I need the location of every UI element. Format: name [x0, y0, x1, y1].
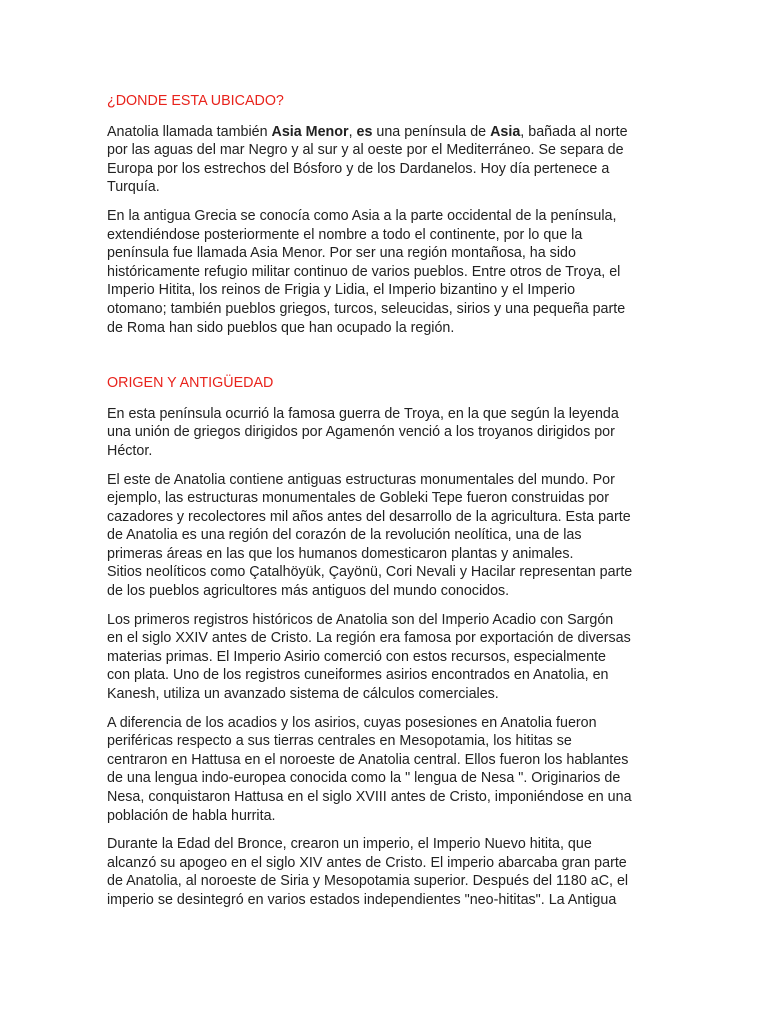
- paragraph-location-intro: [107, 123, 667, 197]
- bold-term-asia: Asia: [490, 123, 521, 140]
- paragraph-troy: En esta península ocurrió la famosa guerra de Troya, en la que según la leyenda una unión de griegos dirigidos por Agamenón venció a los troyanos dirigidos por Héctor.: [107, 405, 619, 459]
- text-run: , bañada al norte por las aguas del mar Negro y al sur y al oeste por el Mediterráneo. Se separa de Europa por los estrechos del Bósforo y de los Dardanelos. Hoy día pertenece a Turquía.: [107, 123, 628, 196]
- paragraph-bronze-age: Durante la Edad del Bronce, crearon un imperio, el Imperio Nuevo hitita, que alcanzó su apogeo en el siglo XIV antes de Cristo. El imperio abarcaba gran parte de Anatolia, al noroeste de Siria y Mesopotamia superior. Después del 1180 aC, el imperio se desintegró en varios estados independientes "neo-hititas". La Antigua: [107, 836, 629, 908]
- text-run: ,: [348, 123, 357, 140]
- document-page: [107, 92, 667, 920]
- paragraph-east-anatolia: El este de Anatolia contiene antiguas estructuras monumentales del mundo. Por ejemplo, las estructuras monumentales de Gobleki Tepe fueron construidas por cazadores y recolectores mil años antes del desarrollo de la agricultura. Esta parte de Anatolia es una región del corazón de la revolución neolítica, una de las primeras áreas en las que los humanos domesticaron plantas y animales. Sitios neolíticos como Çatalhöyük, Çayönü, Cori Nevali y Hacilar representan parte de los pueblos agricultores más antiguos del mundo conocidos.: [107, 471, 633, 600]
- section-spacer: [107, 347, 667, 374]
- paragraph-location-greece: En la antigua Grecia se conocía como Asia a la parte occidental de la península, extendiéndose posteriormente el nombre a todo el continente, por lo que la península fue llamada Asia Menor. Por ser una región montañosa, ha sido históricamente refugio militar continuo de varios pueblos. Entre otros de Troya, el Imperio Hitita, los reinos de Frigia y Lidia, el Imperio bizantino y el Imperio otomano; también pueblos griegos, turcos, seleucidas, sirios y una pequeña parte de Roma han sido pueblos que han ocupado la región.: [107, 207, 626, 336]
- text-run: Anatolia llamada también: [107, 123, 272, 140]
- paragraph-historic-records: Los primeros registros históricos de Anatolia son del Imperio Acadio con Sargón en el siglo XXIV antes de Cristo. La región era famosa por exportación de diversas materias primas. El Imperio Asirio comerció con estos recursos, especialmente con plata. Uno de los registros cuneiformes asirios encontrados en Anatolia, en Kanesh, utiliza un avanzado sistema de cálculos comerciales.: [107, 611, 631, 703]
- bold-term-asia-menor: Asia Menor: [271, 123, 349, 140]
- section-heading-location: ¿DONDE ESTA UBICADO?: [107, 93, 284, 109]
- paragraph-hittites: A diferencia de los acadios y los asirios, cuyas posesiones en Anatolia fueron periféricas respecto a sus tierras centrales en Mesopotamia, los hititas se centraron en Hattusa en el noroeste de Anatolia central. Ellos fueron los hablantes de una lengua indo-europea conocida como la " lengua de Nesa ". Originarios de Nesa, conquistaron Hattusa en el siglo XVIII antes de Cristo, imponiéndose en una población de habla hurrita.: [107, 714, 632, 824]
- section-heading-origin: ORIGEN Y ANTIGÜEDAD: [107, 375, 274, 392]
- bold-term-es: es: [356, 123, 373, 140]
- text-run: una península de: [372, 123, 491, 140]
